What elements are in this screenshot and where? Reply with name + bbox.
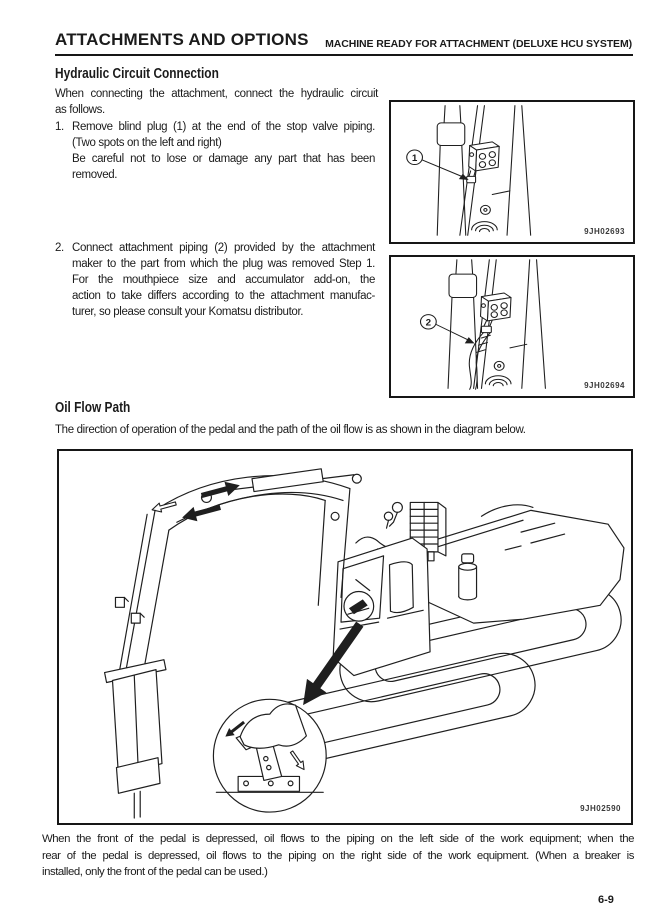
step-number: 2. [55,242,64,254]
text-line: Remove blind plug (1) at the end of the stop valve piping. [72,121,375,133]
chisel [134,791,140,818]
text-line: installed, only the front of the pedal can be used.) [42,866,268,878]
engine-hood [422,505,624,623]
hose-coil [472,222,498,232]
text-line: as follows. [55,104,105,116]
text-line: Be careful not to lose or damage any part that has been [72,153,375,165]
step-number: 1. [55,121,64,133]
oil-flow-intro: The direction of operation of the pedal and the path of the oil flow is as shown in the diagram below. [55,424,526,436]
step-text [72,119,375,183]
text-line: maker to the part from which the plug was removed Step 1. [72,258,375,270]
step-2 [55,240,375,320]
boom [155,469,361,606]
figure-code: 9JH02693 [584,227,625,236]
stop-valve-block [480,293,510,321]
chapter-title: ATTACHMENTS AND OPTIONS [55,30,309,49]
cab [333,538,430,676]
text-line: For the mouthpiece size and accumulator add-on, the [72,274,375,286]
figure-code: 9JH02590 [580,804,621,813]
text-line: turer, so please consult your Komatsu distributor. [72,306,304,318]
step-text [72,240,375,320]
figure-attachment-piping [389,255,635,398]
header-context: MACHINE READY FOR ATTACHMENT (DELUXE HCU SYSTEM) [325,38,632,50]
figure-code: 9JH02694 [584,381,625,390]
svg-text:1: 1 [411,153,418,164]
pedal-location-circle [344,591,374,621]
text-line: When the front of the pedal is depressed, oil flows to the piping on the left side of the work equipment; when the [42,833,634,845]
figure-oil-flow-diagram [57,449,633,825]
oil-flow-caption [42,831,634,881]
hose-coil [485,376,511,386]
section-heading-oil-flow: Oil Flow Path [55,400,131,416]
text-line: Connect attachment piping (2) provided by the attachment [72,242,375,254]
attachment-piping-drawing [391,257,629,392]
callout-2 [421,315,475,344]
text-line: rear of the pedal is depressed, oil flows to the piping on the right side of the work equipment. (When a breaker is [42,849,634,862]
hydraulic-intro [55,86,378,118]
header-rule [55,54,633,56]
step-1 [55,119,375,183]
stop-valve-piping-drawing [391,102,629,238]
stop-valve-block [467,142,499,183]
text-line: removed. [72,169,118,181]
boom-cylinder [252,469,323,492]
text-line: action to take differs according to the attachment manufac- [72,290,375,302]
breaker [105,660,166,818]
text-line: (Two spots on the left and right) [72,137,222,149]
excavator-drawing [59,451,627,819]
svg-text:2: 2 [425,316,432,328]
pedal-inset [213,699,326,812]
page-number: 6-9 [598,894,614,906]
figure-blind-plug [389,100,635,244]
callout-arrowhead [465,337,475,343]
callout-1 [407,150,469,180]
section-heading-hydraulic-circuit: Hydraulic Circuit Connection [55,66,219,82]
arm-cylinder [448,260,478,389]
arm-cylinder [437,106,466,236]
text-line: When connecting the attachment, connect the hydraulic circuit [55,88,378,100]
arm [115,510,168,684]
